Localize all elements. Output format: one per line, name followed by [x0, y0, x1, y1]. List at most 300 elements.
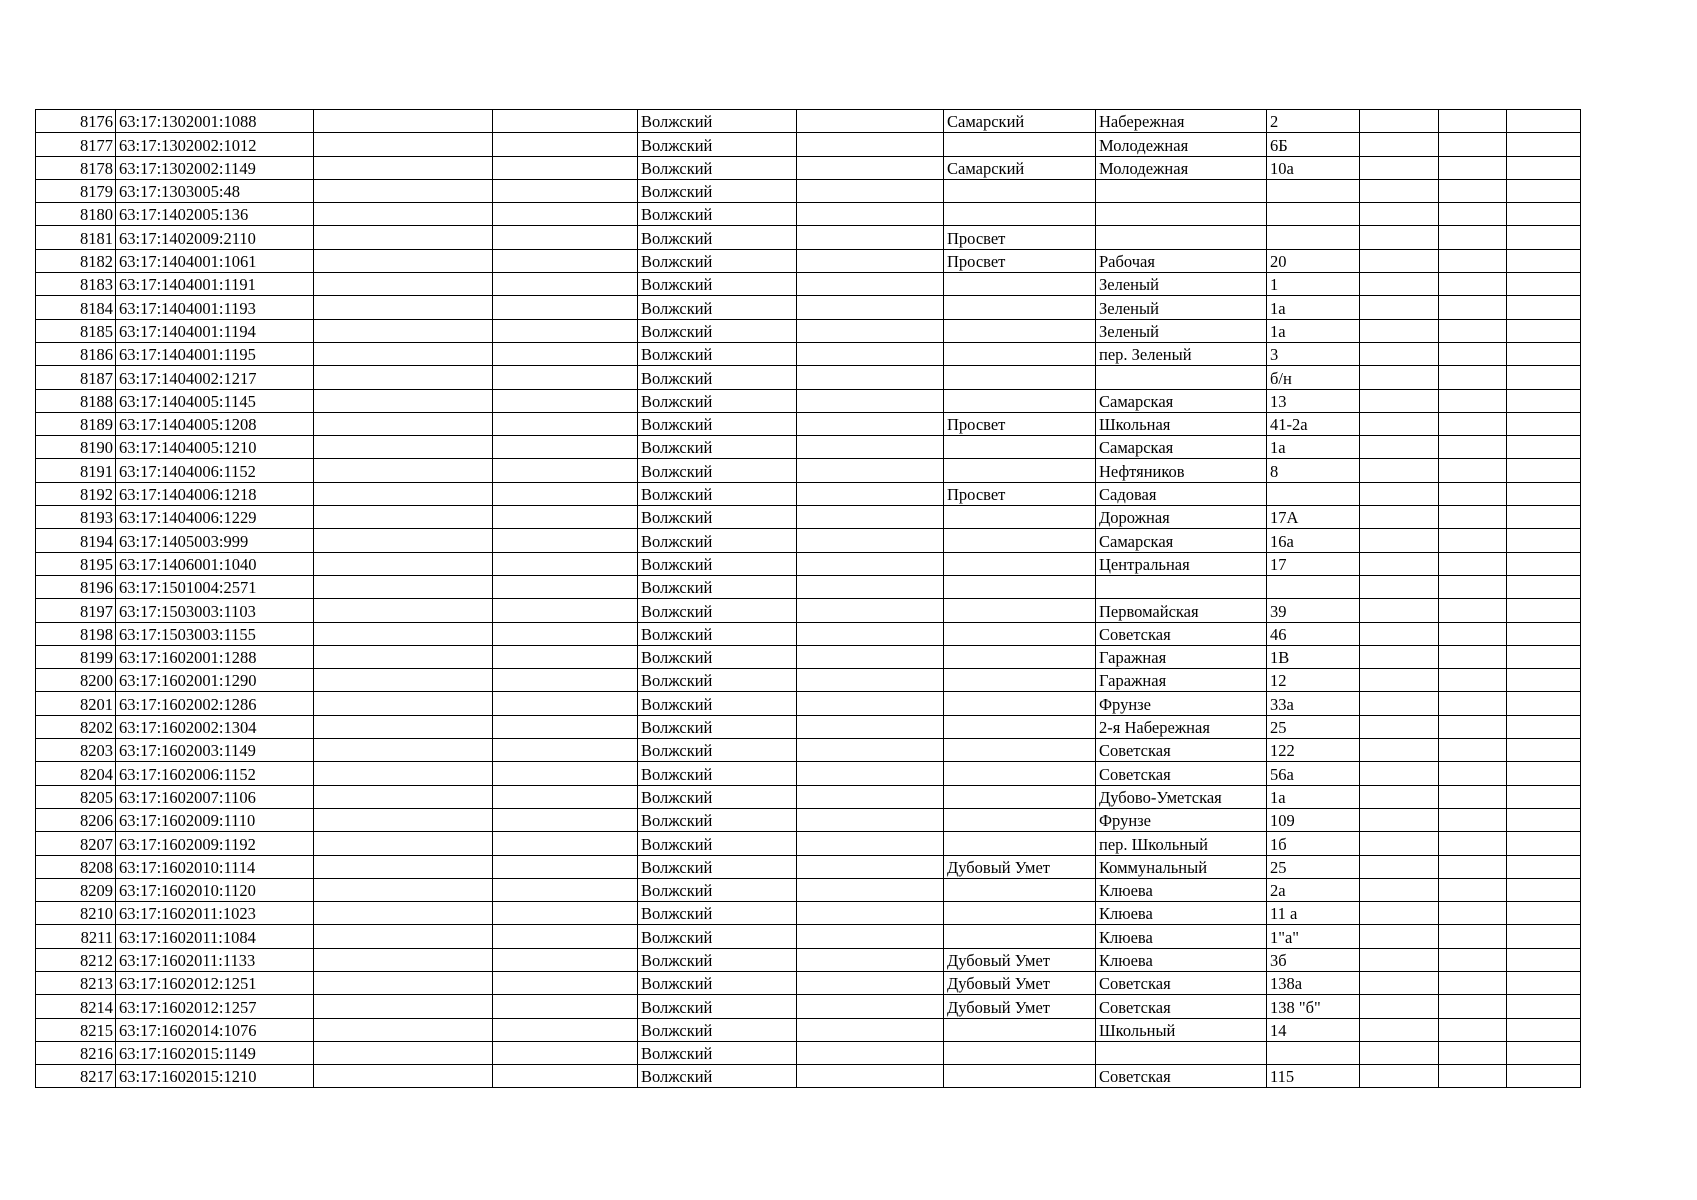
row-number-cell: 8198: [36, 622, 116, 645]
cadastral-number-cell: 63:17:1404001:1193: [116, 296, 314, 319]
house-number-cell: [1267, 1041, 1360, 1064]
blank-cell: [1507, 669, 1581, 692]
cadastral-number-cell: 63:17:1602012:1257: [116, 995, 314, 1018]
table-row: [36, 226, 1581, 249]
blank-cell: [1507, 552, 1581, 575]
blank-cell: [1439, 1041, 1507, 1064]
blank-cell: [1439, 902, 1507, 925]
blank-cell: [797, 319, 944, 342]
blank-cell: [314, 1041, 493, 1064]
table-row: [36, 855, 1581, 878]
cadastral-number-cell: 63:17:1602003:1149: [116, 739, 314, 762]
blank-cell: [1439, 110, 1507, 133]
house-number-cell: 12: [1267, 669, 1360, 692]
district-cell: Волжский: [638, 552, 797, 575]
row-number-cell: 8207: [36, 832, 116, 855]
blank-cell: [797, 273, 944, 296]
table-row: [36, 1041, 1581, 1064]
blank-cell: [493, 692, 638, 715]
district-cell: Волжский: [638, 622, 797, 645]
blank-cell: [493, 832, 638, 855]
settlement-cell: [944, 715, 1096, 738]
street-cell: Советская: [1096, 971, 1267, 994]
blank-cell: [797, 529, 944, 552]
blank-cell: [1360, 762, 1439, 785]
blank-cell: [1360, 389, 1439, 412]
blank-cell: [1360, 692, 1439, 715]
blank-cell: [493, 902, 638, 925]
cadastral-number-cell: 63:17:1602010:1120: [116, 878, 314, 901]
blank-cell: [1507, 599, 1581, 622]
blank-cell: [1360, 366, 1439, 389]
house-number-cell: 1"а": [1267, 925, 1360, 948]
blank-cell: [1360, 785, 1439, 808]
blank-cell: [314, 739, 493, 762]
blank-cell: [1507, 529, 1581, 552]
district-cell: Волжский: [638, 1041, 797, 1064]
blank-cell: [797, 739, 944, 762]
table-row: [36, 296, 1581, 319]
table-row: [36, 366, 1581, 389]
blank-cell: [314, 436, 493, 459]
blank-cell: [314, 319, 493, 342]
blank-cell: [1360, 575, 1439, 598]
table-row: [36, 808, 1581, 831]
blank-cell: [1507, 319, 1581, 342]
blank-cell: [493, 645, 638, 668]
street-cell: Рабочая: [1096, 249, 1267, 272]
blank-cell: [314, 366, 493, 389]
blank-cell: [314, 995, 493, 1018]
blank-cell: [1360, 669, 1439, 692]
settlement-cell: [944, 179, 1096, 202]
row-number-cell: 8200: [36, 669, 116, 692]
district-cell: Волжский: [638, 762, 797, 785]
blank-cell: [1360, 622, 1439, 645]
street-cell: Фрунзе: [1096, 808, 1267, 831]
house-number-cell: 3: [1267, 342, 1360, 365]
house-number-cell: 115: [1267, 1065, 1360, 1088]
table-row: [36, 645, 1581, 668]
blank-cell: [314, 156, 493, 179]
table-row: [36, 1065, 1581, 1088]
district-cell: Волжский: [638, 948, 797, 971]
blank-cell: [1439, 389, 1507, 412]
settlement-cell: [944, 692, 1096, 715]
blank-cell: [1439, 156, 1507, 179]
district-cell: Волжский: [638, 878, 797, 901]
blank-cell: [493, 1018, 638, 1041]
row-number-cell: 8181: [36, 226, 116, 249]
street-cell: Клюева: [1096, 925, 1267, 948]
blank-cell: [493, 389, 638, 412]
blank-cell: [493, 506, 638, 529]
blank-cell: [314, 506, 493, 529]
settlement-cell: [944, 1041, 1096, 1064]
table-row: [36, 110, 1581, 133]
blank-cell: [797, 133, 944, 156]
blank-cell: [493, 179, 638, 202]
blank-cell: [1507, 808, 1581, 831]
table-row: [36, 622, 1581, 645]
blank-cell: [1360, 273, 1439, 296]
row-number-cell: 8187: [36, 366, 116, 389]
blank-cell: [1507, 436, 1581, 459]
cadastral-number-cell: 63:17:1501004:2571: [116, 575, 314, 598]
district-cell: Волжский: [638, 226, 797, 249]
blank-cell: [493, 273, 638, 296]
blank-cell: [1507, 1065, 1581, 1088]
street-cell: Клюева: [1096, 878, 1267, 901]
settlement-cell: Дубовый Умет: [944, 855, 1096, 878]
cadastral-number-cell: 63:17:1404006:1229: [116, 506, 314, 529]
district-cell: Волжский: [638, 203, 797, 226]
blank-cell: [1439, 249, 1507, 272]
blank-cell: [1439, 971, 1507, 994]
street-cell: Зеленый: [1096, 273, 1267, 296]
blank-cell: [314, 622, 493, 645]
settlement-cell: [944, 902, 1096, 925]
blank-cell: [797, 249, 944, 272]
blank-cell: [1439, 599, 1507, 622]
table-row: [36, 902, 1581, 925]
district-cell: Волжский: [638, 319, 797, 342]
row-number-cell: 8196: [36, 575, 116, 598]
blank-cell: [493, 436, 638, 459]
blank-cell: [314, 226, 493, 249]
blank-cell: [1439, 669, 1507, 692]
blank-cell: [314, 412, 493, 435]
table-row: [36, 739, 1581, 762]
blank-cell: [1360, 436, 1439, 459]
house-number-cell: 41-2а: [1267, 412, 1360, 435]
blank-cell: [493, 855, 638, 878]
blank-cell: [314, 273, 493, 296]
cadastral-number-cell: 63:17:1402009:2110: [116, 226, 314, 249]
street-cell: Набережная: [1096, 110, 1267, 133]
street-cell: [1096, 226, 1267, 249]
blank-cell: [1360, 179, 1439, 202]
cadastral-number-cell: 63:17:1404006:1152: [116, 459, 314, 482]
blank-cell: [314, 575, 493, 598]
blank-cell: [1507, 1018, 1581, 1041]
blank-cell: [1360, 342, 1439, 365]
row-number-cell: 8209: [36, 878, 116, 901]
blank-cell: [314, 878, 493, 901]
blank-cell: [797, 832, 944, 855]
district-cell: Волжский: [638, 739, 797, 762]
settlement-cell: [944, 133, 1096, 156]
settlement-cell: Самарский: [944, 110, 1096, 133]
blank-cell: [1507, 971, 1581, 994]
cadastral-number-cell: 63:17:1405003:999: [116, 529, 314, 552]
blank-cell: [314, 203, 493, 226]
table-row: [36, 203, 1581, 226]
row-number-cell: 8206: [36, 808, 116, 831]
blank-cell: [1439, 925, 1507, 948]
settlement-cell: [944, 506, 1096, 529]
blank-cell: [1507, 133, 1581, 156]
blank-cell: [1360, 249, 1439, 272]
blank-cell: [493, 1041, 638, 1064]
house-number-cell: 2а: [1267, 878, 1360, 901]
blank-cell: [797, 203, 944, 226]
table-row: [36, 995, 1581, 1018]
blank-cell: [493, 296, 638, 319]
blank-cell: [1507, 203, 1581, 226]
cadastral-number-cell: 63:17:1302002:1012: [116, 133, 314, 156]
blank-cell: [314, 342, 493, 365]
blank-cell: [1439, 133, 1507, 156]
table-row: [36, 249, 1581, 272]
blank-cell: [314, 692, 493, 715]
row-number-cell: 8217: [36, 1065, 116, 1088]
blank-cell: [797, 482, 944, 505]
row-number-cell: 8176: [36, 110, 116, 133]
district-cell: Волжский: [638, 599, 797, 622]
blank-cell: [493, 878, 638, 901]
blank-cell: [1439, 948, 1507, 971]
table-row: [36, 273, 1581, 296]
blank-cell: [1360, 529, 1439, 552]
blank-cell: [314, 948, 493, 971]
blank-cell: [493, 226, 638, 249]
street-cell: Самарская: [1096, 529, 1267, 552]
blank-cell: [493, 459, 638, 482]
blank-cell: [1360, 482, 1439, 505]
blank-cell: [1507, 715, 1581, 738]
street-cell: [1096, 203, 1267, 226]
blank-cell: [1360, 156, 1439, 179]
table-row: [36, 715, 1581, 738]
blank-cell: [1360, 319, 1439, 342]
row-number-cell: 8205: [36, 785, 116, 808]
blank-cell: [314, 902, 493, 925]
blank-cell: [493, 366, 638, 389]
street-cell: Самарская: [1096, 389, 1267, 412]
blank-cell: [1360, 855, 1439, 878]
house-number-cell: 46: [1267, 622, 1360, 645]
blank-cell: [314, 785, 493, 808]
street-cell: [1096, 179, 1267, 202]
street-cell: Молодежная: [1096, 156, 1267, 179]
house-number-cell: 56а: [1267, 762, 1360, 785]
blank-cell: [1439, 342, 1507, 365]
blank-cell: [1439, 203, 1507, 226]
blank-cell: [1360, 110, 1439, 133]
blank-cell: [797, 1018, 944, 1041]
blank-cell: [314, 552, 493, 575]
blank-cell: [493, 575, 638, 598]
blank-cell: [797, 110, 944, 133]
row-number-cell: 8180: [36, 203, 116, 226]
table-row: [36, 436, 1581, 459]
cadastral-number-cell: 63:17:1302001:1088: [116, 110, 314, 133]
table-row: [36, 762, 1581, 785]
blank-cell: [1439, 855, 1507, 878]
blank-cell: [797, 855, 944, 878]
street-cell: Дубово-Уметская: [1096, 785, 1267, 808]
table-row: [36, 342, 1581, 365]
house-number-cell: 10а: [1267, 156, 1360, 179]
blank-cell: [797, 156, 944, 179]
blank-cell: [1360, 1018, 1439, 1041]
settlement-cell: [944, 645, 1096, 668]
row-number-cell: 8201: [36, 692, 116, 715]
blank-cell: [1439, 832, 1507, 855]
blank-cell: [314, 1018, 493, 1041]
house-number-cell: 17: [1267, 552, 1360, 575]
blank-cell: [314, 971, 493, 994]
district-cell: Волжский: [638, 249, 797, 272]
blank-cell: [1507, 342, 1581, 365]
blank-cell: [1360, 203, 1439, 226]
blank-cell: [797, 995, 944, 1018]
blank-cell: [1360, 715, 1439, 738]
district-cell: Волжский: [638, 110, 797, 133]
blank-cell: [1507, 412, 1581, 435]
house-number-cell: б/н: [1267, 366, 1360, 389]
blank-cell: [1439, 715, 1507, 738]
blank-cell: [1507, 902, 1581, 925]
cadastral-number-cell: 63:17:1602012:1251: [116, 971, 314, 994]
district-cell: Волжский: [638, 971, 797, 994]
blank-cell: [1360, 133, 1439, 156]
street-cell: Советская: [1096, 762, 1267, 785]
blank-cell: [493, 785, 638, 808]
table-row: [36, 552, 1581, 575]
blank-cell: [1507, 226, 1581, 249]
blank-cell: [797, 622, 944, 645]
blank-cell: [1507, 459, 1581, 482]
blank-cell: [797, 902, 944, 925]
house-number-cell: 39: [1267, 599, 1360, 622]
table-row: [36, 389, 1581, 412]
table-row: [36, 575, 1581, 598]
cadastral-number-cell: 63:17:1404006:1218: [116, 482, 314, 505]
blank-cell: [1439, 296, 1507, 319]
street-cell: [1096, 1041, 1267, 1064]
cadastral-number-cell: 63:17:1602011:1133: [116, 948, 314, 971]
street-cell: [1096, 366, 1267, 389]
cadastral-number-cell: 63:17:1602011:1023: [116, 902, 314, 925]
street-cell: Советская: [1096, 622, 1267, 645]
house-number-cell: [1267, 179, 1360, 202]
cadastral-number-cell: 63:17:1602007:1106: [116, 785, 314, 808]
house-number-cell: 17А: [1267, 506, 1360, 529]
cadastral-number-cell: 63:17:1404005:1210: [116, 436, 314, 459]
street-cell: Садовая: [1096, 482, 1267, 505]
blank-cell: [493, 739, 638, 762]
blank-cell: [493, 971, 638, 994]
district-cell: Волжский: [638, 179, 797, 202]
row-number-cell: 8185: [36, 319, 116, 342]
blank-cell: [1360, 1041, 1439, 1064]
blank-cell: [1507, 692, 1581, 715]
blank-cell: [493, 552, 638, 575]
cadastral-number-cell: 63:17:1602015:1149: [116, 1041, 314, 1064]
house-number-cell: 14: [1267, 1018, 1360, 1041]
street-cell: Молодежная: [1096, 133, 1267, 156]
district-cell: Волжский: [638, 1018, 797, 1041]
blank-cell: [1439, 436, 1507, 459]
district-cell: Волжский: [638, 296, 797, 319]
blank-cell: [1360, 739, 1439, 762]
settlement-cell: [944, 808, 1096, 831]
cadastral-number-cell: 63:17:1602006:1152: [116, 762, 314, 785]
house-number-cell: [1267, 203, 1360, 226]
street-cell: Гаражная: [1096, 669, 1267, 692]
district-cell: Волжский: [638, 366, 797, 389]
settlement-cell: [944, 552, 1096, 575]
blank-cell: [1360, 459, 1439, 482]
row-number-cell: 8183: [36, 273, 116, 296]
blank-cell: [1360, 506, 1439, 529]
house-number-cell: 33а: [1267, 692, 1360, 715]
settlement-cell: [944, 599, 1096, 622]
cadastral-number-cell: 63:17:1602001:1290: [116, 669, 314, 692]
blank-cell: [493, 669, 638, 692]
blank-cell: [1507, 575, 1581, 598]
blank-cell: [493, 995, 638, 1018]
blank-cell: [797, 389, 944, 412]
blank-cell: [1439, 785, 1507, 808]
blank-cell: [1439, 645, 1507, 668]
row-number-cell: 8202: [36, 715, 116, 738]
blank-cell: [1439, 622, 1507, 645]
street-cell: Самарская: [1096, 436, 1267, 459]
district-cell: Волжский: [638, 133, 797, 156]
blank-cell: [1360, 1065, 1439, 1088]
blank-cell: [1360, 226, 1439, 249]
cadastral-number-cell: 63:17:1404001:1195: [116, 342, 314, 365]
blank-cell: [1507, 179, 1581, 202]
table-row: [36, 971, 1581, 994]
blank-cell: [493, 599, 638, 622]
blank-cell: [493, 948, 638, 971]
blank-cell: [314, 925, 493, 948]
blank-cell: [1507, 785, 1581, 808]
street-cell: Советская: [1096, 739, 1267, 762]
district-cell: Волжский: [638, 925, 797, 948]
street-cell: Фрунзе: [1096, 692, 1267, 715]
blank-cell: [797, 878, 944, 901]
blank-cell: [797, 669, 944, 692]
house-number-cell: 122: [1267, 739, 1360, 762]
blank-cell: [797, 436, 944, 459]
cadastral-number-cell: 63:17:1602011:1084: [116, 925, 314, 948]
blank-cell: [493, 715, 638, 738]
blank-cell: [1507, 366, 1581, 389]
cadastral-number-cell: 63:17:1503003:1155: [116, 622, 314, 645]
blank-cell: [493, 110, 638, 133]
table-row: [36, 599, 1581, 622]
blank-cell: [314, 645, 493, 668]
settlement-cell: [944, 529, 1096, 552]
blank-cell: [314, 529, 493, 552]
blank-cell: [1360, 948, 1439, 971]
table-row: [36, 459, 1581, 482]
blank-cell: [314, 389, 493, 412]
blank-cell: [1439, 552, 1507, 575]
blank-cell: [1507, 273, 1581, 296]
table-row: [36, 179, 1581, 202]
blank-cell: [797, 925, 944, 948]
blank-cell: [797, 785, 944, 808]
row-number-cell: 8189: [36, 412, 116, 435]
row-number-cell: 8190: [36, 436, 116, 459]
blank-cell: [1507, 622, 1581, 645]
